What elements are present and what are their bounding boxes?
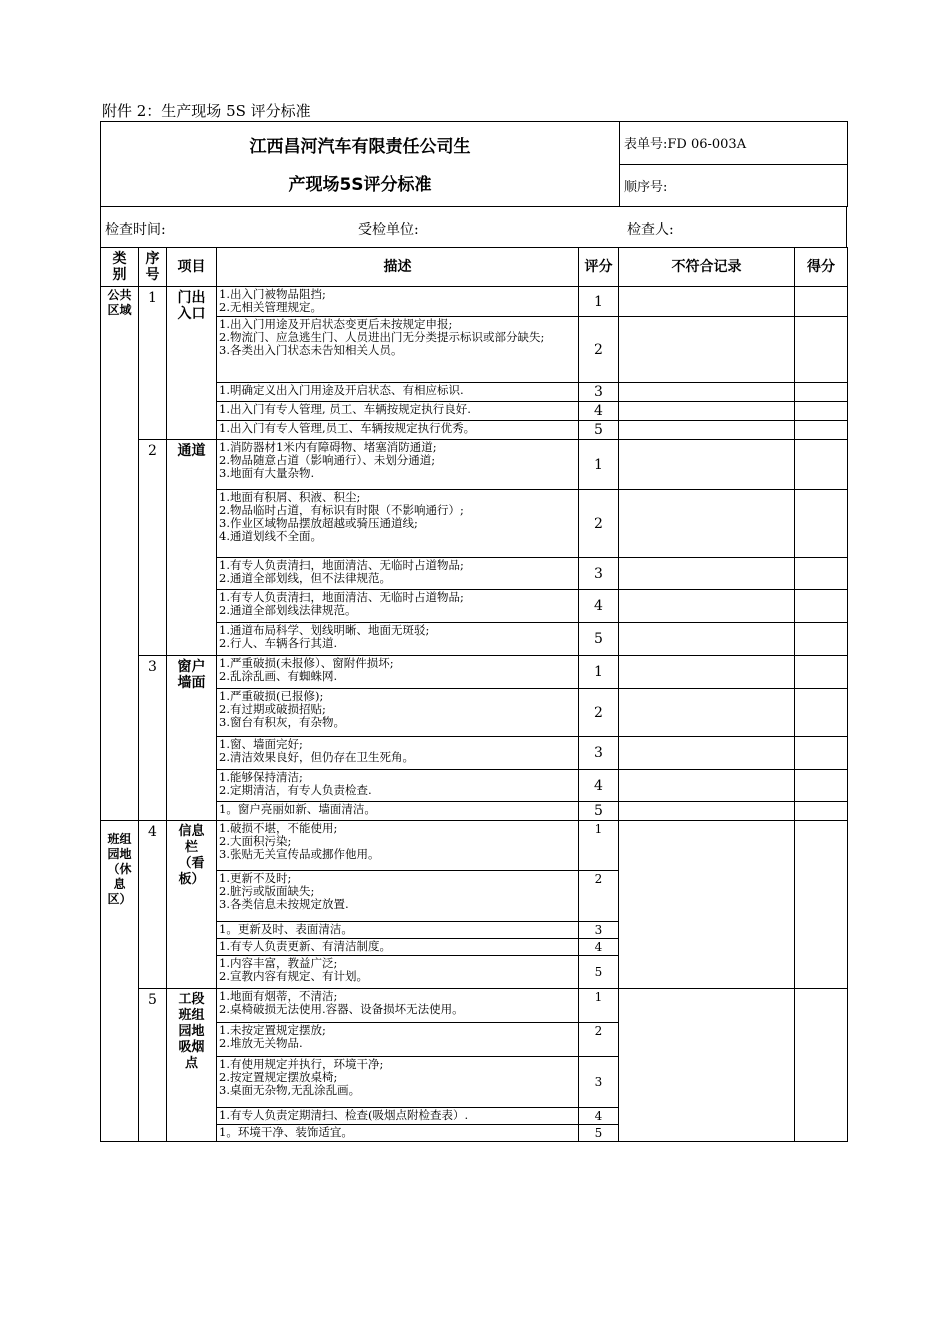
score-cell: 5 [579, 421, 619, 440]
form-title-line1: 江西昌河汽车有限责任公司生 [249, 137, 471, 157]
seq-cell: 4 [139, 821, 167, 989]
description-cell [217, 939, 579, 956]
description-line: 2.定期清洁，有专人负责检查. [219, 783, 372, 797]
inspected-unit-label: 受检单位: [358, 222, 419, 238]
description-line: 2.物品临时占道，有标识有时限（不影响通行）; [219, 503, 464, 517]
item-cell [167, 989, 217, 1142]
nonconformity-cell[interactable] [619, 737, 795, 770]
score-cell: 1 [579, 656, 619, 689]
points-cell[interactable] [795, 737, 848, 770]
seq-cell: 3 [139, 656, 167, 821]
seq-cell: 1 [139, 287, 167, 440]
score-cell: 4 [579, 939, 619, 956]
nonconformity-cell[interactable] [619, 317, 795, 383]
category-cell [101, 821, 139, 1142]
description-line: 1.能够保持清洁; [219, 770, 303, 784]
description-cell [217, 490, 579, 558]
seq-cell: 5 [139, 989, 167, 1142]
description-line: 1.出入门有专人管理,员工、车辆按规定执行优秀。 [219, 421, 476, 435]
description-line: 1.更新不及时; [219, 871, 292, 885]
description-line: 4.通道划线不全面。 [219, 529, 322, 543]
points-cell[interactable] [795, 770, 848, 802]
score-cell: 4 [579, 402, 619, 421]
description-line: 1.有专人负责更新、有清洁制度。 [219, 939, 391, 953]
col-seq: 序号 [139, 248, 167, 287]
nonconformity-cell[interactable] [619, 440, 795, 490]
score-cell: 5 [579, 1125, 619, 1142]
points-cell[interactable] [795, 440, 848, 490]
description-line: 2.通道全部划线，但不法律规范。 [219, 571, 391, 585]
category-cell [101, 287, 139, 821]
points-cell[interactable] [795, 287, 848, 317]
nonconformity-cell[interactable] [619, 770, 795, 802]
points-cell[interactable] [795, 317, 848, 383]
description-line: 1.有专人负责定期清扫、检查(吸烟点附检查表）. [219, 1108, 469, 1122]
description-cell [217, 402, 579, 421]
description-cell [217, 689, 579, 737]
description-cell [217, 922, 579, 939]
description-line: 3.窗台有积灰，有杂物。 [219, 715, 345, 729]
description-line: 1.破损不堪，不能使用; [219, 821, 338, 835]
score-cell: 3 [579, 737, 619, 770]
nonconformity-cell[interactable] [619, 383, 795, 402]
description-cell [217, 956, 579, 989]
description-line: 1.消防器材1米内有障碍物、堵塞消防通道; [219, 440, 437, 454]
col-description: 描述 [217, 248, 579, 287]
description-line: 2.物流门、应急逃生门、人员进出门无分类提示标识或部分缺失; [219, 330, 545, 344]
description-cell [217, 590, 579, 623]
description-line: 3.各类信息未按规定放置. [219, 897, 349, 911]
item-name: 信息栏（看板） [178, 824, 205, 887]
score-cell: 1 [579, 821, 619, 871]
description-line: 1。环境干净、装饰适宜。 [219, 1125, 353, 1139]
description-line: 3.地面有大量杂物. [219, 466, 315, 480]
description-line: 1.出入门用途及开启状态变更后未按规定申报; [219, 317, 453, 331]
score-cell: 4 [579, 590, 619, 623]
description-cell [217, 821, 579, 871]
description-line: 1.地面有烟蒂，不清洁; [219, 989, 338, 1003]
nonconformity-cell[interactable] [619, 490, 795, 558]
description-line: 2.脏污或版面缺失; [219, 884, 315, 898]
description-line: 3.张贴无关宣传品或挪作他用。 [219, 847, 380, 861]
score-cell: 2 [579, 1023, 619, 1057]
score-cell: 4 [579, 1108, 619, 1125]
nonconformity-cell[interactable] [619, 821, 795, 989]
score-cell: 1 [579, 287, 619, 317]
seq-cell: 2 [139, 440, 167, 656]
description-line: 1。更新及时、表面清洁。 [219, 922, 353, 936]
inspection-time-label: 检查时间: [105, 222, 166, 238]
description-cell [217, 383, 579, 402]
description-cell [217, 802, 579, 821]
description-line: 2.有过期或破损招贴; [219, 702, 326, 716]
points-cell[interactable] [795, 490, 848, 558]
item-name: 通道 [177, 443, 206, 459]
description-cell [217, 421, 579, 440]
score-cell: 5 [579, 623, 619, 656]
score-cell: 4 [579, 770, 619, 802]
score-cell: 1 [579, 440, 619, 490]
score-cell: 3 [579, 558, 619, 590]
description-line: 1.有使用规定并执行，环境干净; [219, 1057, 384, 1071]
description-line: 1.有专人负责清扫，地面清洁、无临时占道物品; [219, 590, 464, 604]
category-name: 班组园地（休息区） [107, 832, 132, 906]
score-cell: 2 [579, 490, 619, 558]
points-cell[interactable] [795, 383, 848, 402]
description-line: 2.乱涂乱画、有蜘蛛网. [219, 669, 338, 683]
nonconformity-cell[interactable] [619, 421, 795, 440]
description-cell [217, 1125, 579, 1142]
score-table [100, 247, 848, 1142]
score-cell: 3 [579, 383, 619, 402]
score-cell: 2 [579, 689, 619, 737]
attachment-title: 附件 2：生产现场 5S 评分标准 [102, 102, 311, 120]
inspection-row [100, 207, 847, 247]
col-category: 类别 [101, 248, 139, 287]
description-line: 3.各类出入门状态未告知相关人员。 [219, 343, 403, 357]
score-cell: 1 [579, 989, 619, 1023]
description-line: 2.无相关管理规定。 [219, 300, 322, 314]
description-line: 1.出入门被物品阻挡; [219, 287, 326, 301]
nonconformity-cell[interactable] [619, 558, 795, 590]
points-cell[interactable] [795, 821, 848, 989]
form-title-line2: 产现场5S评分标准 [288, 175, 432, 195]
description-line: 2.行人、车辆各行其道. [219, 636, 338, 650]
table-row [101, 440, 848, 490]
form-number: 表单号:FD 06-003A [620, 122, 848, 165]
score-form [100, 121, 847, 1142]
nonconformity-cell[interactable] [619, 689, 795, 737]
description-line: 1.出入门有专人管理, 员工、车辆按规定执行良好. [219, 402, 471, 416]
item-cell [167, 656, 217, 821]
description-line: 1.严重破损(未报修）、窗附件损坏; [219, 656, 394, 670]
description-cell [217, 623, 579, 656]
score-cell: 5 [579, 802, 619, 821]
form-header [100, 121, 848, 207]
points-cell[interactable] [795, 590, 848, 623]
description-line: 1.严重破损(已报修); [219, 689, 324, 703]
col-points: 得分 [795, 248, 848, 287]
description-line: 1.有专人负责清扫，地面清洁、无临时占道物品; [219, 558, 464, 572]
nonconformity-cell[interactable] [619, 656, 795, 689]
description-line: 1.通道布局科学、划线明晰、地面无斑驳; [219, 623, 430, 637]
description-cell [217, 737, 579, 770]
points-cell[interactable] [795, 623, 848, 656]
description-line: 2.大面积污染; [219, 834, 292, 848]
item-name: 窗户墙面 [177, 659, 206, 691]
inspector-label: 检查人: [627, 222, 674, 238]
col-score: 评分 [579, 248, 619, 287]
item-name: 工段班组园地吸烟点 [178, 992, 205, 1071]
description-cell [217, 1023, 579, 1057]
description-line: 1.地面有积屑、积液、积尘; [219, 490, 361, 504]
description-cell [217, 656, 579, 689]
points-cell[interactable] [795, 989, 848, 1142]
description-line: 3.桌面无杂物,无乱涂乱画。 [219, 1083, 361, 1097]
score-cell: 3 [579, 922, 619, 939]
score-cell: 2 [579, 317, 619, 383]
col-nonconformity: 不符合记录 [619, 248, 795, 287]
description-cell [217, 440, 579, 490]
table-row [101, 656, 848, 689]
description-line: 2.宣教内容有规定、有计划。 [219, 969, 368, 983]
item-name: 门出入口 [177, 290, 206, 322]
nonconformity-cell[interactable] [619, 287, 795, 317]
description-line: 3.作业区域物品摆放超越或骑压通道线; [219, 516, 418, 530]
nonconformity-cell[interactable] [619, 402, 795, 421]
description-line: 1.明确定义出入门用途及开启状态、有相应标识. [219, 383, 464, 397]
description-line: 2.按定置规定摆放桌椅; [219, 1070, 338, 1084]
sequence-number-label: 顺序号: [620, 164, 848, 207]
points-cell[interactable] [795, 402, 848, 421]
description-line: 2.清洁效果良好，但仍存在卫生死角。 [219, 750, 414, 764]
description-line: 1。窗户亮丽如新、墙面清洁。 [219, 802, 376, 816]
nonconformity-cell[interactable] [619, 623, 795, 656]
description-line: 2.堆放无关物品. [219, 1036, 303, 1050]
table-row [101, 287, 848, 317]
points-cell[interactable] [795, 656, 848, 689]
description-cell [217, 287, 579, 317]
description-cell [217, 871, 579, 922]
description-cell [217, 1108, 579, 1125]
col-item: 项目 [167, 248, 217, 287]
description-line: 1.未按定置规定摆放; [219, 1023, 326, 1037]
description-line: 2.物品随意占道（影响通行）、未划分通道; [219, 453, 436, 467]
item-cell [167, 287, 217, 440]
points-cell[interactable] [795, 421, 848, 440]
nonconformity-cell[interactable] [619, 802, 795, 821]
nonconformity-cell[interactable] [619, 590, 795, 623]
points-cell[interactable] [795, 689, 848, 737]
points-cell[interactable] [795, 802, 848, 821]
description-cell [217, 317, 579, 383]
nonconformity-cell[interactable] [619, 989, 795, 1142]
description-line: 1.窗、墙面完好; [219, 737, 303, 751]
table-row [101, 989, 848, 1023]
score-cell: 5 [579, 956, 619, 989]
score-cell: 3 [579, 1057, 619, 1108]
score-cell: 2 [579, 871, 619, 922]
table-row [101, 821, 848, 871]
category-name: 公共区域 [107, 288, 132, 317]
description-cell [217, 1057, 579, 1108]
form-title [101, 122, 620, 207]
description-line: 2.通道全部划线法律规范。 [219, 603, 357, 617]
description-cell [217, 770, 579, 802]
table-header-row [101, 248, 848, 287]
description-cell [217, 558, 579, 590]
item-cell [167, 440, 217, 656]
description-line: 1.内容丰富，教益广泛; [219, 956, 338, 970]
points-cell[interactable] [795, 558, 848, 590]
item-cell [167, 821, 217, 989]
description-cell [217, 989, 579, 1023]
description-line: 2.桌椅破损无法使用.容器、设备损坏无法使用。 [219, 1002, 464, 1016]
